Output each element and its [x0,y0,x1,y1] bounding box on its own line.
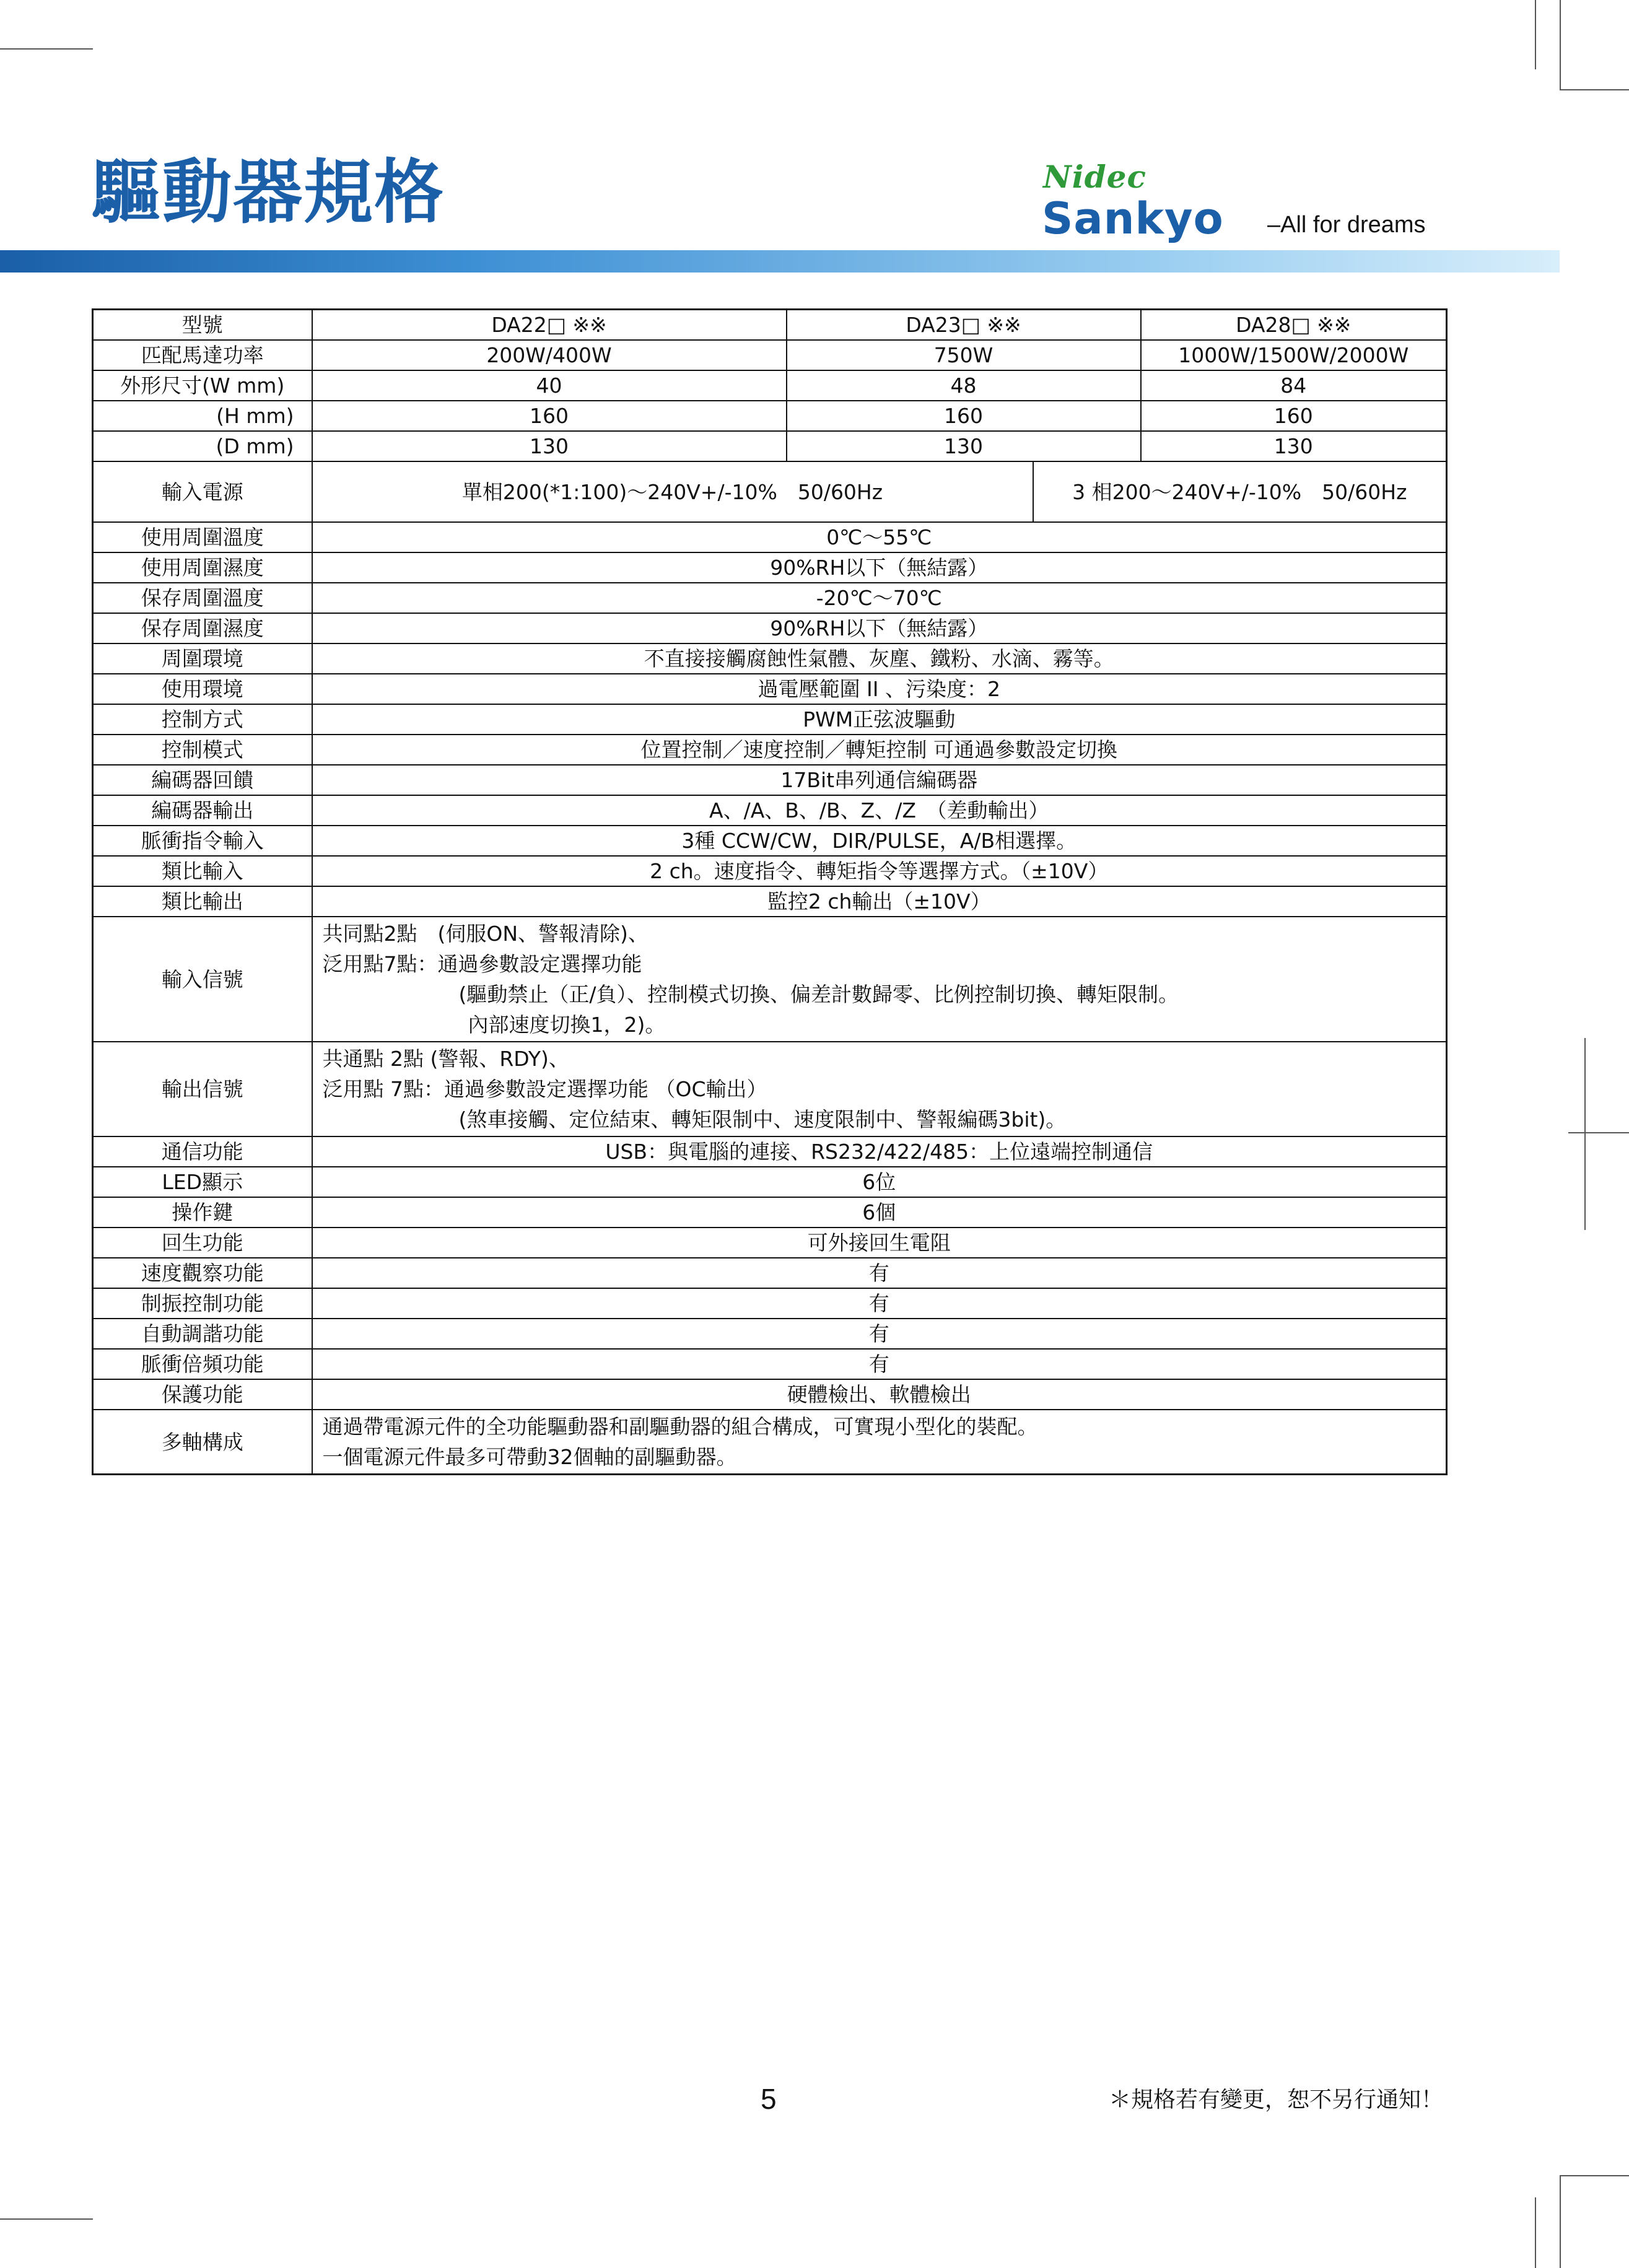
cell-value: 監控2 ch輸出（±10V） [312,886,1447,917]
row-label: 多軸構成 [93,1410,312,1475]
crop-mark [1560,0,1561,90]
row-label: 輸入信號 [93,917,312,1042]
table-row [93,583,1447,613]
cell-value: USB：與電腦的連接、RS232/422/485：上位遠端控制通信 [312,1136,1447,1167]
table-row [93,1136,1447,1167]
row-label: 使用環境 [93,674,312,704]
input-signal-cell [312,917,1447,1042]
cell-value: 位置控制／速度控制／轉矩控制 可通過參數設定切換 [312,735,1447,765]
crop-mark [1584,1038,1586,1230]
row-label: 控制模式 [93,735,312,765]
cell-value: 1000W/1500W/2000W [1141,340,1447,370]
cell-value: 200W/400W [312,340,787,370]
header-gradient-bar [0,250,1560,273]
cell-value: 90%RH以下（無結露） [312,613,1447,643]
table-row [93,643,1447,674]
cell-value: 84 [1141,370,1447,401]
crop-mark [1568,1132,1629,1133]
tagline-text: All for dreams [1280,212,1426,238]
crop-mark [1535,0,1536,69]
cell-value: 40 [312,370,787,401]
spec-change-note: ＊規格若有變更，恕不另行通知！ [1109,2087,1444,2113]
table-row [93,1042,1447,1136]
brand-tagline: ‒All for dreams [1267,212,1426,238]
table-row [93,522,1447,552]
row-label: 保存周圍溫度 [93,583,312,613]
row-label: 編碼器回饋 [93,765,312,795]
table-row [93,340,1447,370]
row-label: 回生功能 [93,1228,312,1258]
text-line: 內部速度切換1，2)。 [468,1013,666,1037]
cell-value: 有 [312,1319,1447,1349]
sankyo-logo: Sankyo [1042,193,1224,244]
cell-value: DA28□ ※※ [1141,310,1447,341]
cell-value: -20℃～70℃ [312,583,1447,613]
table-row [93,1288,1447,1319]
text-line: 共同點2點 (伺服ON、警報清除)、 [322,922,649,946]
crop-mark [0,2218,93,2220]
cell-value: 750W [787,340,1141,370]
table-row [93,310,1447,341]
cell-value: 3種 CCW/CW，DIR/PULSE，A/B相選擇。 [312,826,1447,856]
row-label: 輸入電源 [93,461,312,522]
cell-value: 可外接回生電阻 [312,1228,1447,1258]
nidec-logo: Nidec [1043,159,1146,195]
table-row [93,886,1447,917]
row-label: 保存周圍濕度 [93,613,312,643]
row-label: 速度觀察功能 [93,1258,312,1288]
row-label: (D mm) [93,431,312,461]
table-row [93,1319,1447,1349]
row-label: 控制方式 [93,704,312,735]
page-title: 驅動器規格 [92,152,445,233]
row-label: (H mm) [93,401,312,431]
table-row [93,613,1447,643]
row-label: 型號 [93,310,312,341]
cell-value: 130 [312,431,787,461]
table-row [93,1410,1447,1475]
text-line: (煞車接觸、定位結束、轉矩限制中、速度限制中、警報編碼3bit)。 [458,1107,1067,1132]
table-row [93,431,1447,461]
table-row [93,674,1447,704]
table-row [93,765,1447,795]
text-line: 一個電源元件最多可帶動32個軸的副驅動器。 [322,1445,737,1469]
text-line: 通過帶電源元件的全功能驅動器和副驅動器的組合構成，可實現小型化的裝配。 [322,1415,1038,1439]
cell-value: 48 [787,370,1141,401]
multi-axis-cell [312,1410,1447,1475]
row-label: 脈衝倍頻功能 [93,1349,312,1379]
cell-value: 6個 [312,1197,1447,1228]
table-row [93,1379,1447,1410]
table-row [93,704,1447,735]
cell-value: 單相200(*1:100)～240V+/-10% 50/60Hz [312,461,1033,522]
table-row [93,856,1447,886]
cell-value: 0℃～55℃ [312,522,1447,552]
cell-value: 90%RH以下（無結露） [312,552,1447,583]
cell-value: 不直接接觸腐蝕性氣體、灰塵、鐵粉、水滴、霧等。 [312,643,1447,674]
table-row [93,1197,1447,1228]
table-row [93,795,1447,826]
text-line: 泛用點 7點：通過參數設定選擇功能 （OC輸出） [322,1077,767,1101]
output-signal-cell [312,1042,1447,1136]
cell-value: 硬體檢出、軟體檢出 [312,1379,1447,1410]
crop-mark [1535,2197,1536,2268]
row-label: 自動調諧功能 [93,1319,312,1349]
cell-value: 130 [787,431,1141,461]
text-line: (驅動禁止（正/負）、控制模式切換、偏差計數歸零、比例控制切換、轉矩限制。 [458,982,1179,1006]
table-row [93,1349,1447,1379]
table-row [93,1228,1447,1258]
table-row [93,826,1447,856]
table-row [93,917,1447,1042]
cell-value: 130 [1141,431,1447,461]
cell-value: 2 ch。速度指令、轉矩指令等選擇方式。（±10V） [312,856,1447,886]
cell-value: 有 [312,1288,1447,1319]
table-row [93,370,1447,401]
cell-value: A、/A、B、/B、Z、/Z （差動輸出） [312,795,1447,826]
crop-mark [1560,2175,1629,2176]
crop-mark [1560,89,1629,90]
row-label: 匹配馬達功率 [93,340,312,370]
spec-table [92,308,1448,1475]
table-row [93,735,1447,765]
row-label: 通信功能 [93,1136,312,1167]
row-label: 保護功能 [93,1379,312,1410]
cell-value: 3 相200～240V+/-10% 50/60Hz [1033,461,1447,522]
page-number: 5 [761,2083,777,2115]
cell-value: 17Bit串列通信編碼器 [312,765,1447,795]
row-label: 類比輸出 [93,886,312,917]
text-line: 泛用點7點：通過參數設定選擇功能 [322,952,642,976]
cell-value: 160 [787,401,1141,431]
cell-value: 160 [312,401,787,431]
row-label: 使用周圍濕度 [93,552,312,583]
cell-value: 160 [1141,401,1447,431]
crop-mark [1560,2175,1561,2268]
cell-value: DA23□ ※※ [787,310,1141,341]
row-label: 類比輸入 [93,856,312,886]
row-label: 周圍環境 [93,643,312,674]
table-row [93,552,1447,583]
cell-value: 6位 [312,1167,1447,1197]
row-label: 輸出信號 [93,1042,312,1136]
row-label: 外形尺寸(W mm) [93,370,312,401]
row-label: 編碼器輸出 [93,795,312,826]
cell-value: 有 [312,1258,1447,1288]
table-row [93,401,1447,431]
table-row [93,461,1447,522]
table-row [93,1258,1447,1288]
row-label: 脈衝指令輸入 [93,826,312,856]
row-label: LED顯示 [93,1167,312,1197]
cell-value: 有 [312,1349,1447,1379]
cell-value: PWM正弦波驅動 [312,704,1447,735]
row-label: 使用周圍溫度 [93,522,312,552]
cell-value: DA22□ ※※ [312,310,787,341]
text-line: 共通點 2點 (警報、RDY)、 [322,1047,569,1071]
row-label: 制振控制功能 [93,1288,312,1319]
crop-mark [0,48,93,50]
cell-value: 過電壓範圍 II 、污染度：2 [312,674,1447,704]
table-row [93,1167,1447,1197]
row-label: 操作鍵 [93,1197,312,1228]
